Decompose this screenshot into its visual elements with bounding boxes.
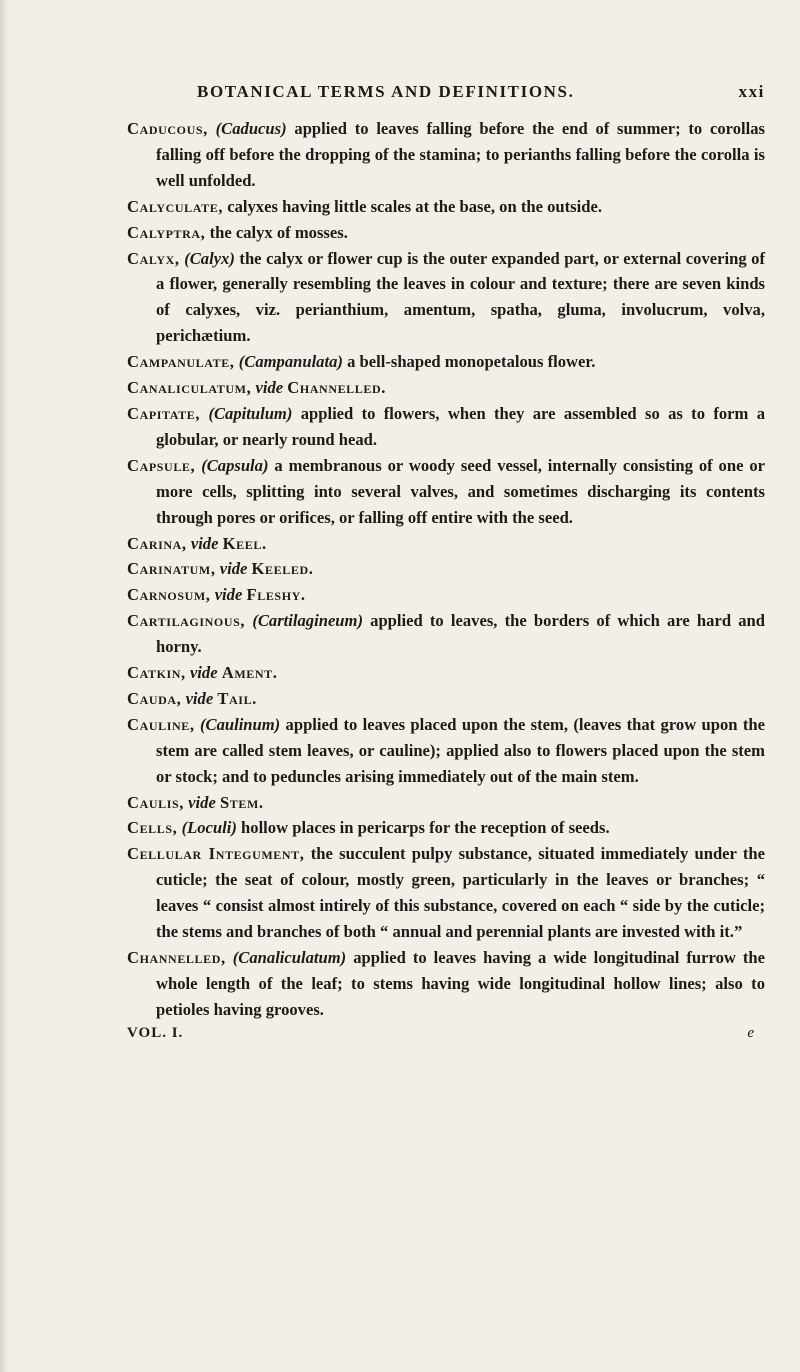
entry-definition: applied to leaves placed upon the stem, (leaves that grow upon the stem are called stem leaves, or cauline); applied also to flowers placed upon the stem or stock; and to peduncles arising immediately out of the main stem. bbox=[156, 714, 765, 786]
entry-cross-reference: Keel. bbox=[222, 533, 267, 553]
entry-cross-reference: Channelled. bbox=[287, 378, 387, 398]
entry-term: Carnosum, bbox=[127, 585, 211, 605]
entry-term: Cauline, bbox=[127, 714, 195, 734]
entry-definition: hollow places in pericarps for the reception of seeds. bbox=[236, 818, 610, 838]
entry-term: Capitate, bbox=[127, 403, 201, 423]
glossary-entry bbox=[127, 712, 765, 790]
entry-definition: applied to flowers, when they are assembled so as to form a globular, or nearly round head. bbox=[156, 403, 765, 449]
glossary-entry bbox=[127, 220, 765, 246]
entry-vide: vide bbox=[188, 792, 216, 812]
glossary-entry bbox=[127, 349, 765, 375]
glossary-entry bbox=[127, 815, 765, 841]
entry-vide: vide bbox=[189, 663, 218, 683]
entry-cross-reference: Fleshy. bbox=[246, 585, 306, 605]
entry-vide: vide bbox=[255, 378, 284, 398]
entry-definition: applied to leaves falling before the end of summer; to corollas falling off before the dropping of the stamina; to perianths falling before the corolla is well unfolded. bbox=[156, 119, 765, 190]
glossary-entry bbox=[127, 375, 765, 401]
glossary-entry bbox=[127, 116, 765, 194]
entry-term: Calyptra, bbox=[127, 222, 206, 242]
glossary-entry bbox=[127, 453, 765, 531]
entry-latin-name: (Campanulata) bbox=[238, 352, 343, 372]
entry-definition: applied to leaves, the borders of which are hard and horny. bbox=[156, 611, 765, 657]
entry-latin-name: (Calyx) bbox=[184, 248, 235, 268]
entry-latin-name: (Capsula) bbox=[201, 455, 269, 475]
entry-vide: vide bbox=[219, 559, 248, 579]
glossary-entry bbox=[127, 194, 765, 220]
entry-term: Calyx, bbox=[127, 248, 180, 268]
entry-vide: vide bbox=[214, 585, 243, 605]
page-number: xxi bbox=[738, 82, 765, 101]
entry-term: Caulis, bbox=[127, 792, 185, 812]
entry-term: Channelled, bbox=[127, 948, 226, 967]
entry-definition: the calyx or flower cup is the outer expanded part, or external covering of a flower, generally resembling the leaves in colour and texture; there are seven kinds of calyxes, viz. perianthium, amentum, spatha, gluma, involucrum, volva, perichætium. bbox=[156, 248, 765, 346]
entry-latin-name: (Loculi) bbox=[181, 818, 237, 838]
entry-latin-name: (Caulinum) bbox=[199, 714, 281, 734]
page-footer bbox=[127, 1025, 765, 1042]
glossary-entry bbox=[127, 556, 765, 582]
entry-term: Cartilaginous, bbox=[127, 611, 246, 631]
glossary-entries bbox=[127, 116, 765, 1023]
entry-definition: the succulent pulpy substance, situated immediately under the cuticle; the seat of colour, mostly green, particularly in the leaves or branches; “ leaves “ consist almost intirely of this substance, covered on each “ side by the cuticle; the stems and branches of both “ annual and perennial plants are invested with it.” bbox=[156, 844, 765, 942]
entry-term: Cellular Integument, bbox=[127, 844, 305, 864]
entry-term: Catkin, bbox=[127, 663, 186, 683]
entry-term: Carinatum, bbox=[127, 559, 216, 579]
entry-term: Cells, bbox=[127, 818, 178, 838]
entry-term: Calyculate, bbox=[127, 196, 224, 216]
volume-label: VOL. I. bbox=[127, 1024, 184, 1041]
page-header bbox=[197, 82, 765, 102]
running-title: BOTANICAL TERMS AND DEFINITIONS. bbox=[197, 82, 575, 101]
entry-latin-name: (Capitulum) bbox=[208, 403, 293, 423]
entry-term: Campanulate, bbox=[127, 352, 235, 372]
signature-mark: e bbox=[747, 1024, 755, 1041]
entry-definition: a bell-shaped monopetalous flower. bbox=[342, 352, 596, 372]
entry-term: Canaliculatum, bbox=[127, 378, 252, 398]
entry-latin-name: (Cartilagineum) bbox=[252, 611, 363, 631]
entry-latin-name: (Canaliculatum) bbox=[232, 948, 347, 967]
entry-term: Carina, bbox=[127, 533, 187, 553]
entry-definition: applied to leaves having a wide longitudinal furrow the whole length of the leaf; to stems having wide longitudinal hollow lines; also to petioles having grooves. bbox=[156, 948, 765, 1019]
glossary-entry bbox=[127, 790, 765, 816]
entry-definition: calyxes having little scales at the base, on the outside. bbox=[223, 196, 602, 216]
entry-cross-reference: Stem. bbox=[219, 792, 264, 812]
entry-vide: vide bbox=[185, 688, 214, 708]
entry-cross-reference: Ament. bbox=[221, 663, 278, 683]
entry-vide: vide bbox=[190, 533, 219, 553]
entry-cross-reference: Keeled. bbox=[251, 559, 314, 579]
glossary-entry bbox=[127, 660, 765, 686]
book-page bbox=[127, 82, 765, 1042]
glossary-entry bbox=[127, 582, 765, 608]
page-binding-edge bbox=[0, 0, 8, 1372]
glossary-entry bbox=[127, 608, 765, 660]
entry-term: Cauda, bbox=[127, 688, 182, 708]
entry-term: Caducous, bbox=[127, 119, 208, 138]
glossary-entry bbox=[127, 401, 765, 453]
entry-cross-reference: Tail. bbox=[217, 688, 257, 708]
glossary-entry bbox=[127, 531, 765, 557]
glossary-entry bbox=[127, 686, 765, 712]
entry-latin-name: (Caducus) bbox=[215, 119, 287, 138]
glossary-entry bbox=[127, 945, 765, 1023]
entry-definition: the calyx of mosses. bbox=[205, 222, 348, 242]
glossary-entry bbox=[127, 246, 765, 350]
entry-definition: a membranous or woody seed vessel, internally consisting of one or more cells, splitting into several valves, and sometimes discharging its contents through pores or orifices, or falling off entire with the seed. bbox=[156, 455, 765, 527]
glossary-entry bbox=[127, 841, 765, 945]
entry-term: Capsule, bbox=[127, 455, 196, 475]
